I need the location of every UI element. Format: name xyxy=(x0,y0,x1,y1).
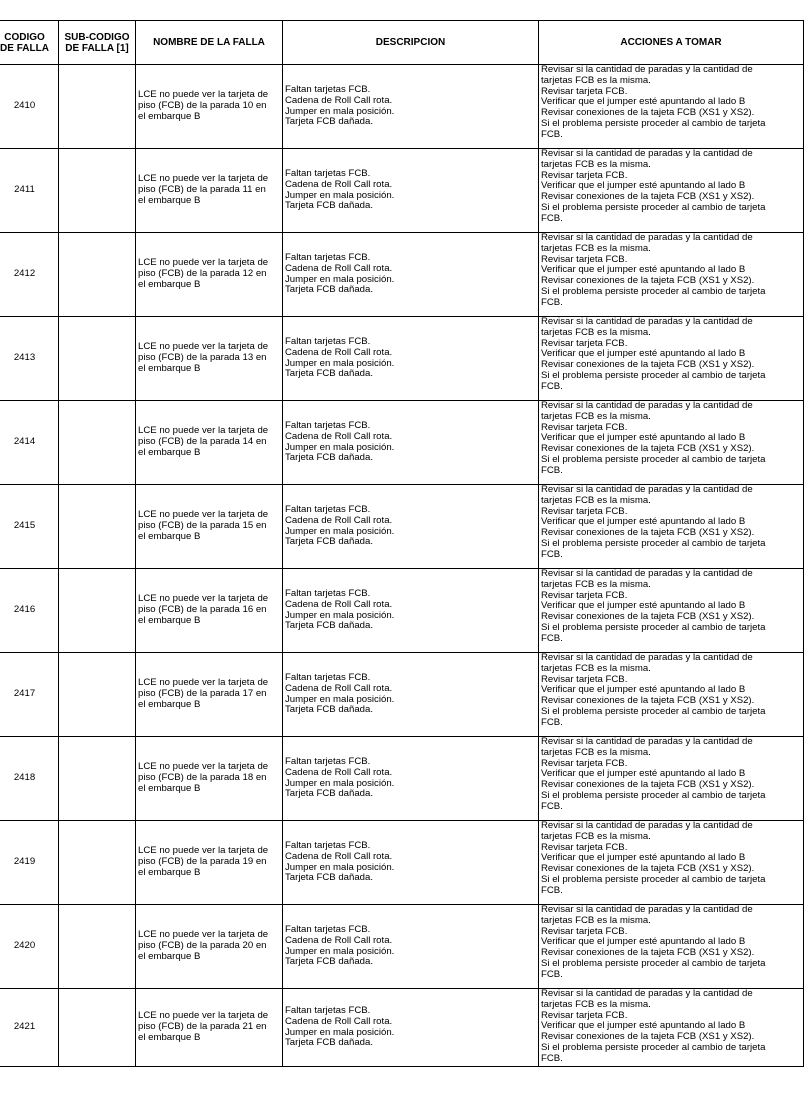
fault-code-cell: 2413 xyxy=(0,317,59,401)
fault-codes-table xyxy=(0,20,804,1067)
fault-subcode-cell xyxy=(59,317,136,401)
fault-subcode-cell xyxy=(59,905,136,989)
fault-description-cell: Faltan tarjetas FCB. Cadena de Roll Call rota. Jumper en mala posición. Tarjeta FCB dañada. xyxy=(283,317,539,401)
table-row xyxy=(0,65,804,149)
fault-code-cell: 2411 xyxy=(0,149,59,233)
fault-name-cell: LCE no puede ver la tarjeta de piso (FCB) de la parada 10 en el embarque B xyxy=(136,65,283,149)
table-row xyxy=(0,989,804,1067)
fault-code-cell: 2420 xyxy=(0,905,59,989)
fault-actions-cell: Revisar si la cantidad de paradas y la cantidad de tarjetas FCB es la misma. Revisar tarjeta FCB. Verificar que el jumper esté apuntando al lado B Revisar conexiones de la tajeta FCB (XS1 y XS2). Si el problema persiste proceder al cambio de tarjeta FCB. xyxy=(539,989,804,1067)
fault-subcode-cell xyxy=(59,653,136,737)
fault-code-cell: 2416 xyxy=(0,569,59,653)
table-header xyxy=(0,21,804,65)
table-row xyxy=(0,317,804,401)
fault-description-cell: Faltan tarjetas FCB. Cadena de Roll Call rota. Jumper en mala posición. Tarjeta FCB dañada. xyxy=(283,989,539,1067)
fault-description-cell: Faltan tarjetas FCB. Cadena de Roll Call rota. Jumper en mala posición. Tarjeta FCB dañada. xyxy=(283,233,539,317)
table-body xyxy=(0,65,804,1067)
fault-subcode-cell xyxy=(59,737,136,821)
fault-actions-cell: Revisar si la cantidad de paradas y la cantidad de tarjetas FCB es la misma. Revisar tarjeta FCB. Verificar que el jumper esté apuntando al lado B Revisar conexiones de la tajeta FCB (XS1 y XS2). Si el problema persiste proceder al cambio de tarjeta FCB. xyxy=(539,149,804,233)
fault-description-cell: Faltan tarjetas FCB. Cadena de Roll Call rota. Jumper en mala posición. Tarjeta FCB dañada. xyxy=(283,569,539,653)
table-row xyxy=(0,737,804,821)
header-actions: ACCIONES A TOMAR xyxy=(539,21,804,65)
fault-code-cell: 2421 xyxy=(0,989,59,1067)
fault-name-cell: LCE no puede ver la tarjeta de piso (FCB) de la parada 20 en el embarque B xyxy=(136,905,283,989)
fault-actions-cell: Revisar si la cantidad de paradas y la cantidad de tarjetas FCB es la misma. Revisar tarjeta FCB. Verificar que el jumper esté apuntando al lado B Revisar conexiones de la tajeta FCB (XS1 y XS2). Si el problema persiste proceder al cambio de tarjeta FCB. xyxy=(539,737,804,821)
fault-code-cell: 2412 xyxy=(0,233,59,317)
fault-actions-cell: Revisar si la cantidad de paradas y la cantidad de tarjetas FCB es la misma. Revisar tarjeta FCB. Verificar que el jumper esté apuntando al lado B Revisar conexiones de la tajeta FCB (XS1 y XS2). Si el problema persiste proceder al cambio de tarjeta FCB. xyxy=(539,653,804,737)
fault-subcode-cell xyxy=(59,569,136,653)
fault-actions-cell: Revisar si la cantidad de paradas y la cantidad de tarjetas FCB es la misma. Revisar tarjeta FCB. Verificar que el jumper esté apuntando al lado B Revisar conexiones de la tajeta FCB (XS1 y XS2). Si el problema persiste proceder al cambio de tarjeta FCB. xyxy=(539,905,804,989)
fault-actions-cell: Revisar si la cantidad de paradas y la cantidad de tarjetas FCB es la misma. Revisar tarjeta FCB. Verificar que el jumper esté apuntando al lado B Revisar conexiones de la tajeta FCB (XS1 y XS2). Si el problema persiste proceder al cambio de tarjeta FCB. xyxy=(539,485,804,569)
fault-description-cell: Faltan tarjetas FCB. Cadena de Roll Call rota. Jumper en mala posición. Tarjeta FCB dañada. xyxy=(283,65,539,149)
table-row xyxy=(0,569,804,653)
fault-description-cell: Faltan tarjetas FCB. Cadena de Roll Call rota. Jumper en mala posición. Tarjeta FCB dañada. xyxy=(283,737,539,821)
fault-name-cell: LCE no puede ver la tarjeta de piso (FCB) de la parada 21 en el embarque B xyxy=(136,989,283,1067)
fault-name-cell: LCE no puede ver la tarjeta de piso (FCB) de la parada 16 en el embarque B xyxy=(136,569,283,653)
fault-code-cell: 2410 xyxy=(0,65,59,149)
fault-description-cell: Faltan tarjetas FCB. Cadena de Roll Call rota. Jumper en mala posición. Tarjeta FCB dañada. xyxy=(283,905,539,989)
fault-name-cell: LCE no puede ver la tarjeta de piso (FCB) de la parada 17 en el embarque B xyxy=(136,653,283,737)
fault-subcode-cell xyxy=(59,149,136,233)
fault-subcode-cell xyxy=(59,989,136,1067)
fault-name-cell: LCE no puede ver la tarjeta de piso (FCB) de la parada 14 en el embarque B xyxy=(136,401,283,485)
fault-code-cell: 2417 xyxy=(0,653,59,737)
fault-name-cell: LCE no puede ver la tarjeta de piso (FCB) de la parada 12 en el embarque B xyxy=(136,233,283,317)
table-row xyxy=(0,653,804,737)
table-row xyxy=(0,149,804,233)
header-fault-code: CODIGO DE FALLA xyxy=(0,21,59,65)
fault-code-cell: 2414 xyxy=(0,401,59,485)
fault-actions-cell: Revisar si la cantidad de paradas y la cantidad de tarjetas FCB es la misma. Revisar tarjeta FCB. Verificar que el jumper esté apuntando al lado B Revisar conexiones de la tajeta FCB (XS1 y XS2). Si el problema persiste proceder al cambio de tarjeta FCB. xyxy=(539,401,804,485)
header-fault-subcode: SUB-CODIGO DE FALLA [1] xyxy=(59,21,136,65)
fault-subcode-cell xyxy=(59,485,136,569)
fault-actions-cell: Revisar si la cantidad de paradas y la cantidad de tarjetas FCB es la misma. Revisar tarjeta FCB. Verificar que el jumper esté apuntando al lado B Revisar conexiones de la tajeta FCB (XS1 y XS2). Si el problema persiste proceder al cambio de tarjeta FCB. xyxy=(539,317,804,401)
fault-description-cell: Faltan tarjetas FCB. Cadena de Roll Call rota. Jumper en mala posición. Tarjeta FCB dañada. xyxy=(283,653,539,737)
header-description: DESCRIPCION xyxy=(283,21,539,65)
fault-description-cell: Faltan tarjetas FCB. Cadena de Roll Call rota. Jumper en mala posición. Tarjeta FCB dañada. xyxy=(283,401,539,485)
table-row xyxy=(0,485,804,569)
fault-description-cell: Faltan tarjetas FCB. Cadena de Roll Call rota. Jumper en mala posición. Tarjeta FCB dañada. xyxy=(283,821,539,905)
fault-description-cell: Faltan tarjetas FCB. Cadena de Roll Call rota. Jumper en mala posición. Tarjeta FCB dañada. xyxy=(283,149,539,233)
fault-code-cell: 2415 xyxy=(0,485,59,569)
fault-name-cell: LCE no puede ver la tarjeta de piso (FCB) de la parada 18 en el embarque B xyxy=(136,737,283,821)
header-row xyxy=(0,21,804,65)
fault-actions-cell: Revisar si la cantidad de paradas y la cantidad de tarjetas FCB es la misma. Revisar tarjeta FCB. Verificar que el jumper esté apuntando al lado B Revisar conexiones de la tajeta FCB (XS1 y XS2). Si el problema persiste proceder al cambio de tarjeta FCB. xyxy=(539,233,804,317)
header-fault-name: NOMBRE DE LA FALLA xyxy=(136,21,283,65)
fault-description-cell: Faltan tarjetas FCB. Cadena de Roll Call rota. Jumper en mala posición. Tarjeta FCB dañada. xyxy=(283,485,539,569)
table-row xyxy=(0,401,804,485)
fault-subcode-cell xyxy=(59,233,136,317)
fault-code-cell: 2418 xyxy=(0,737,59,821)
fault-subcode-cell xyxy=(59,401,136,485)
fault-code-cell: 2419 xyxy=(0,821,59,905)
fault-name-cell: LCE no puede ver la tarjeta de piso (FCB) de la parada 11 en el embarque B xyxy=(136,149,283,233)
fault-actions-cell: Revisar si la cantidad de paradas y la cantidad de tarjetas FCB es la misma. Revisar tarjeta FCB. Verificar que el jumper esté apuntando al lado B Revisar conexiones de la tajeta FCB (XS1 y XS2). Si el problema persiste proceder al cambio de tarjeta FCB. xyxy=(539,65,804,149)
table-row xyxy=(0,905,804,989)
fault-subcode-cell xyxy=(59,65,136,149)
fault-name-cell: LCE no puede ver la tarjeta de piso (FCB) de la parada 15 en el embarque B xyxy=(136,485,283,569)
table-row xyxy=(0,233,804,317)
fault-actions-cell: Revisar si la cantidad de paradas y la cantidad de tarjetas FCB es la misma. Revisar tarjeta FCB. Verificar que el jumper esté apuntando al lado B Revisar conexiones de la tajeta FCB (XS1 y XS2). Si el problema persiste proceder al cambio de tarjeta FCB. xyxy=(539,821,804,905)
fault-actions-cell: Revisar si la cantidad de paradas y la cantidad de tarjetas FCB es la misma. Revisar tarjeta FCB. Verificar que el jumper esté apuntando al lado B Revisar conexiones de la tajeta FCB (XS1 y XS2). Si el problema persiste proceder al cambio de tarjeta FCB. xyxy=(539,569,804,653)
table-row xyxy=(0,821,804,905)
fault-name-cell: LCE no puede ver la tarjeta de piso (FCB) de la parada 13 en el embarque B xyxy=(136,317,283,401)
fault-subcode-cell xyxy=(59,821,136,905)
fault-name-cell: LCE no puede ver la tarjeta de piso (FCB) de la parada 19 en el embarque B xyxy=(136,821,283,905)
